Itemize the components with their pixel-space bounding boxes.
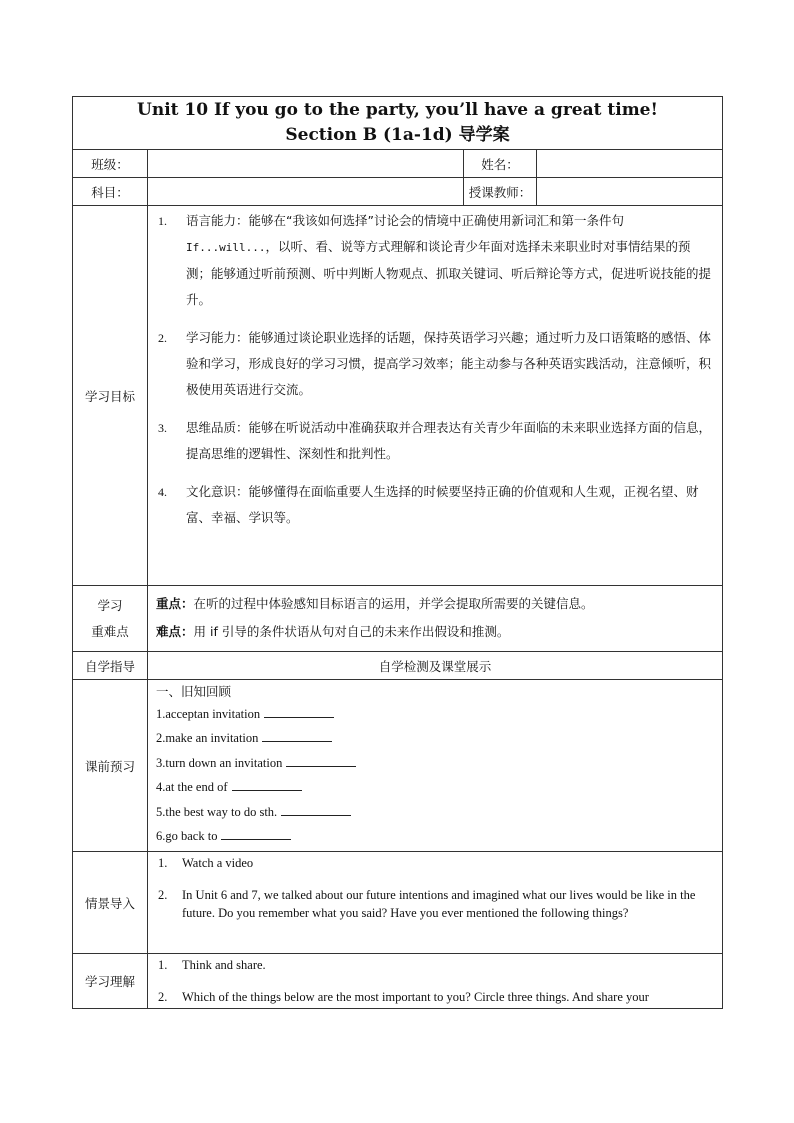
review-item-text: 1.acceptan invitation <box>156 707 261 721</box>
answer-blank[interactable] <box>281 803 351 816</box>
objective-text <box>186 208 714 313</box>
title-cell <box>73 97 723 150</box>
keypoints-label-line: 重难点 <box>91 623 129 639</box>
understand-item <box>156 956 714 974</box>
answer-blank[interactable] <box>286 754 356 767</box>
objective-text: 文化意识：能够懂得在面临重要人生选择的时候要坚持正确的价值观和人生观，正视名望、财富、幸福、学识等。 <box>186 484 699 525</box>
review-item <box>156 800 714 824</box>
class-field[interactable] <box>148 150 464 178</box>
keypoints-label-line: 学习 <box>97 597 123 613</box>
review-item <box>156 751 714 775</box>
info-row-1 <box>73 150 723 178</box>
keypoints-label <box>73 586 148 652</box>
objective-number: 1. <box>158 214 167 228</box>
understand-number: 1. <box>158 958 168 972</box>
review-item-text: 2.make an invitation <box>156 731 259 746</box>
objective-number: 4. <box>158 485 167 499</box>
review-item <box>156 726 714 750</box>
key-point-text: 在听的过程中体验感知目标语言的运用，并学会提取所需要的关键信息。 <box>193 596 594 611</box>
key-point-label: 重点： <box>156 596 194 611</box>
understand-text: Think and share. <box>182 958 266 972</box>
intro-text: Watch a video <box>182 856 254 870</box>
understand-item <box>156 988 714 1006</box>
title-line-2: Section B (1a-1d) 导学案 <box>285 125 510 145</box>
objective-item <box>156 415 714 467</box>
objective-item <box>156 325 714 403</box>
intro-list <box>148 852 722 924</box>
difficult-point-text: 用 if 引导的条件状语从句对自己的未来作出假设和推测。 <box>193 624 510 639</box>
name-label: 姓名： <box>464 150 537 178</box>
objective-code: If...will... <box>186 241 266 254</box>
teacher-label: 授课教师： <box>464 178 537 206</box>
answer-blank[interactable] <box>262 729 332 742</box>
review-item <box>156 775 714 799</box>
intro-number: 1. <box>158 856 168 870</box>
intro-cell <box>148 852 723 954</box>
review-item-text: 3.turn down an invitation <box>156 755 283 770</box>
title-row <box>73 97 723 150</box>
review-item-text: 4.at the end of <box>156 780 228 795</box>
intro-number: 2. <box>158 888 168 902</box>
intro-item <box>156 854 714 872</box>
review-item-text: 6.go back to <box>156 829 218 844</box>
preview-row <box>73 680 723 852</box>
keypoints-cell <box>148 586 723 652</box>
objective-text: 思维品质：能够在听说活动中准确获取并合理表达有关青少年面临的未来职业选择方面的信息，提高思维的逻辑性、深刻性和批判性。 <box>186 420 712 461</box>
class-label: 班级： <box>73 150 148 178</box>
objectives-list <box>148 206 722 551</box>
intro-row <box>73 852 723 954</box>
review-heading: 一、旧知回顾 <box>156 684 232 699</box>
subject-field[interactable] <box>148 178 464 206</box>
intro-item <box>156 886 714 922</box>
objective-text: 学习能力：能够通过谈论职业选择的话题，保持英语学习兴趣；通过听力及口语策略的感悟、体验和学习，形成良好的学习习惯，提高学习效率；能主动参与各种英语实践活动，注意倾听，积极使用英语进行交流。 <box>186 330 712 397</box>
understand-number: 2. <box>158 990 168 1004</box>
review-item <box>156 702 714 726</box>
understand-label: 学习理解 <box>73 954 148 1009</box>
keypoints-content <box>148 586 722 650</box>
keypoints-row <box>73 586 723 652</box>
intro-label: 情景导入 <box>73 852 148 954</box>
objective-text-part: 语言能力：能够在“我该如何选择”讨论会的情境中正确使用新词汇和第一条件句 <box>186 213 624 228</box>
review-list <box>148 680 722 850</box>
understand-list <box>148 954 722 1008</box>
key-point <box>156 590 714 618</box>
preview-label: 课前预习 <box>73 680 148 852</box>
teacher-field[interactable] <box>537 178 723 206</box>
title-line-1: Unit 10 If you go to the party, you’ll have a great time! <box>137 100 658 120</box>
guide-row <box>73 652 723 680</box>
worksheet <box>72 96 722 1009</box>
objective-number: 3. <box>158 421 167 435</box>
objective-text-part: ，以听、看、说等方式理解和谈论青少年面对选择未来职业时对事情结果的预测；能够通过听前预测、听中判断人物观点、抓取关键词、听后辩论等方式，促进听说技能的提升。 <box>186 239 712 307</box>
objectives-row <box>73 206 723 586</box>
objectives-cell <box>148 206 723 586</box>
worksheet-table <box>72 96 723 1009</box>
answer-blank[interactable] <box>264 705 334 718</box>
subject-label: 科目： <box>73 178 148 206</box>
understand-text: Which of the things below are the most important to you? Circle three things. And share your <box>182 990 649 1004</box>
objective-item <box>156 479 714 531</box>
review-item <box>156 824 714 848</box>
preview-cell <box>148 680 723 852</box>
name-field[interactable] <box>537 150 723 178</box>
understand-cell <box>148 954 723 1009</box>
answer-blank[interactable] <box>221 827 291 840</box>
guide-header: 自学检测及课堂展示 <box>148 652 723 680</box>
objectives-label: 学习目标 <box>73 206 148 586</box>
objective-item <box>156 208 714 313</box>
intro-text: In Unit 6 and 7, we talked about our future intentions and imagined what our lives would be like in the future. Do you remember what you said? Have you ever mentioned the following things? <box>182 888 696 920</box>
objective-number: 2. <box>158 331 167 345</box>
review-item-text: 5.the best way to do sth. <box>156 804 278 819</box>
answer-blank[interactable] <box>232 778 302 791</box>
difficult-point <box>156 618 714 646</box>
difficult-point-label: 难点： <box>156 624 194 639</box>
info-row-2 <box>73 178 723 206</box>
understand-row <box>73 954 723 1009</box>
guide-label: 自学指导 <box>73 652 148 680</box>
